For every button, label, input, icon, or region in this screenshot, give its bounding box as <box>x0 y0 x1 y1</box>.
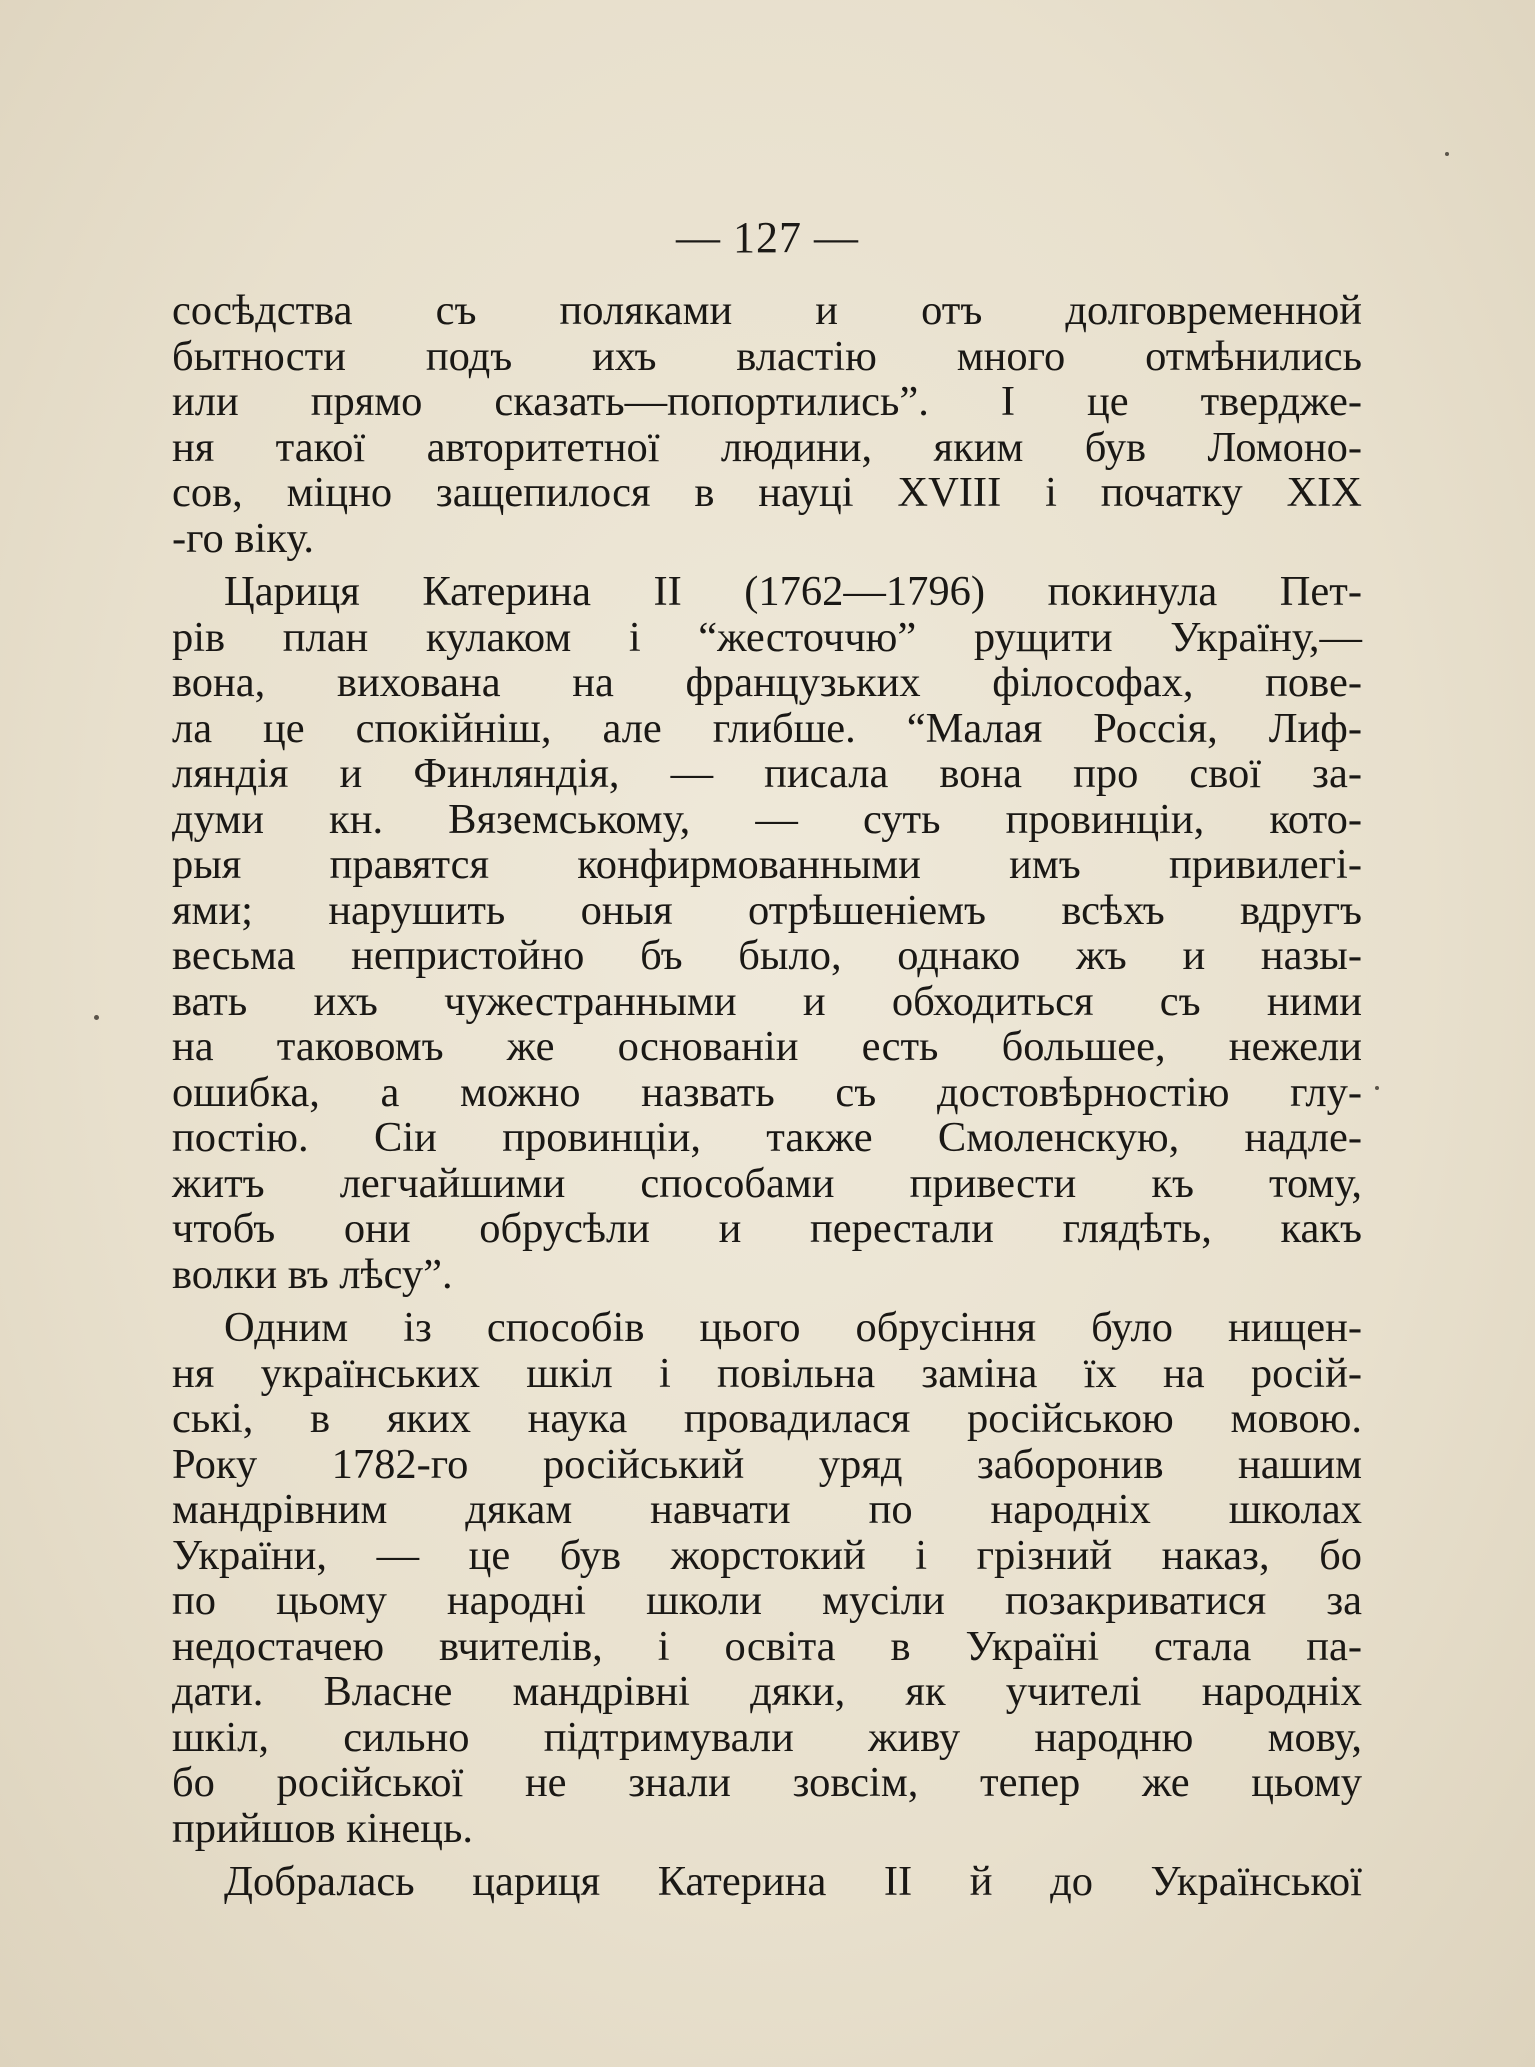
text-line: сов, міцно защепилося в науці XVIII і початку XIX <box>172 469 1362 516</box>
text-line: Року 1782-го російський уряд заборонив нашим <box>172 1440 1362 1488</box>
paragraph <box>172 569 1362 1297</box>
paragraph <box>172 1859 1362 1905</box>
text-line: ла це спокійніш, але глибше. “Малая Россія, Лиф- <box>172 704 1362 752</box>
text-line: дати. Власне мандрівні дяки, як учителі народніх <box>172 1668 1362 1715</box>
text-line: весьма непристойно бъ было, однако жъ и назы- <box>172 932 1362 979</box>
text-line: Одним із способів цього обрусіння було нищен- <box>224 1304 1362 1351</box>
text-line: Добралась цариця Катерина II й до Української <box>224 1858 1362 1905</box>
text-line: мандрівним дякам навчати по народніх школах <box>172 1486 1362 1533</box>
print-speck <box>1445 152 1449 156</box>
page-number: — 127 — <box>676 213 859 262</box>
text-line: бо російської не знали зовсім, тепер же цьому <box>172 1759 1362 1806</box>
text-line: ня українських шкіл і повільна заміна їх на росій- <box>172 1349 1362 1397</box>
text-line: вать ихъ чужестранными и обходиться съ ними <box>172 977 1362 1025</box>
text-line: на таковомъ же основаніи есть большее, нежели <box>172 1023 1362 1070</box>
paragraph <box>172 288 1362 561</box>
text-line: ські, в яких наука провадилася російською мовою. <box>172 1395 1362 1442</box>
text-line: бытности подъ ихъ властію много отмѣнились <box>172 332 1362 380</box>
text-line: ошибка, а можно назвать съ достовѣрностію глу- <box>172 1068 1362 1116</box>
text-line: рів план кулаком і “жесточчю” рущити Україну,— <box>172 613 1362 661</box>
text-line: Цариця Катерина II (1762—1796) покинула Пет- <box>224 568 1362 615</box>
text-line: по цьому народні школи мусіли позакриватися за <box>172 1577 1362 1624</box>
text-line: волки въ лѣсу”. <box>172 1250 453 1298</box>
text-line: прийшов кінець. <box>172 1804 473 1852</box>
print-speck <box>1375 1086 1379 1090</box>
text-line: чтобъ они обрусѣли и перестали глядѣть, какъ <box>172 1205 1362 1252</box>
text-line: сосѣдства съ поляками и отъ долговременной <box>172 287 1362 334</box>
body-text <box>172 288 1362 1913</box>
text-line: вона, вихована на французьких філософах, пове- <box>172 659 1362 706</box>
text-line: рыя правятся конфирмованными имъ привилегі- <box>172 841 1362 888</box>
paragraph <box>172 1305 1362 1851</box>
text-line: шкіл, сильно підтримували живу народню мову, <box>172 1713 1362 1761</box>
text-line: постію. Сіи провинціи, также Смоленскую, надле- <box>172 1114 1362 1161</box>
text-line: ями; нарушить оныя отрѣшеніемъ всѣхъ вдругъ <box>172 886 1362 934</box>
text-line: думи кн. Вяземському, — суть провинціи, кото- <box>172 795 1362 843</box>
text-line: житъ легчайшими способами привести къ тому, <box>172 1159 1362 1207</box>
text-line: или прямо сказать—попортились”. І це твердже- <box>172 378 1362 425</box>
print-speck <box>94 1015 99 1020</box>
text-line: -го віку. <box>172 514 314 562</box>
text-line: недостачею вчителів, і освіта в Україні стала па- <box>172 1622 1362 1670</box>
text-line: України, — це був жорстокий і грізний наказ, бо <box>172 1531 1362 1579</box>
text-line: ня такої авторитетної людини, яким був Ломоно- <box>172 423 1362 471</box>
text-line: ляндія и Финляндія, — писала вона про свої за- <box>172 750 1362 797</box>
